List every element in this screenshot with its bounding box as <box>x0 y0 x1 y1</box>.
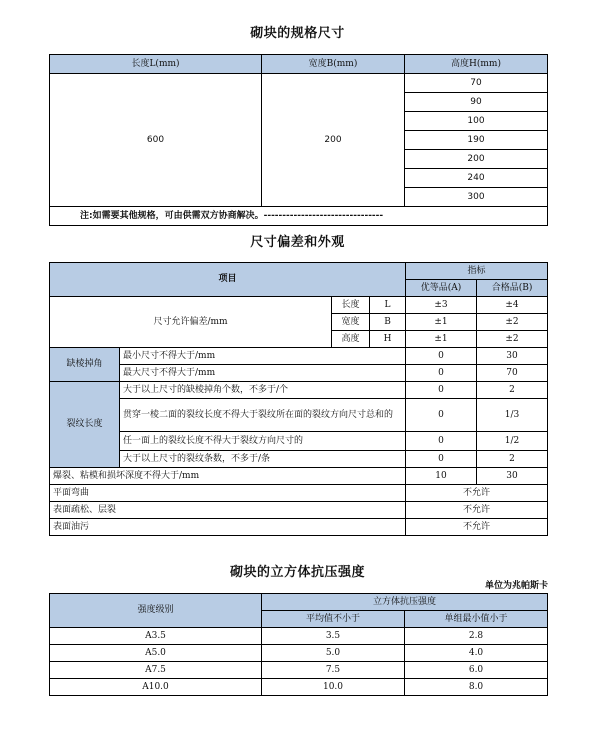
other-desc: 表面油污 <box>50 519 406 536</box>
spec-table <box>49 54 548 226</box>
tol-grade-a: ±1 <box>406 314 477 331</box>
tol-name: 长度 <box>332 297 370 314</box>
header-item: 项目 <box>50 263 406 297</box>
height-value: 200 <box>405 150 548 169</box>
crack-grade-a: 0 <box>406 399 477 432</box>
corner-desc: 最小尺寸不得大于/mm <box>120 348 406 365</box>
corner-grade-a: 0 <box>406 348 477 365</box>
header-width: 宽度B(mm) <box>262 55 405 74</box>
height-value: 300 <box>405 188 548 207</box>
other-value: 不允许 <box>406 519 548 536</box>
strength-avg: 3.5 <box>262 628 405 645</box>
other-value: 不允许 <box>406 485 548 502</box>
spec-title: 砌块的规格尺寸 <box>250 26 345 41</box>
other-desc: 表面疏松、层裂 <box>50 502 406 519</box>
tol-grade-b: ±2 <box>477 314 548 331</box>
crack-label: 裂纹长度 <box>50 382 120 468</box>
strength-title: 砌块的立方体抗压强度 <box>229 565 365 580</box>
burst-grade-b: 30 <box>477 468 548 485</box>
corner-desc: 大于以上尺寸的缺棱掉角个数，不多于/个 <box>120 382 406 399</box>
corner-grade-a: 0 <box>406 365 477 382</box>
strength-avg: 7.5 <box>262 662 405 679</box>
deviation-table <box>49 262 548 536</box>
spec-note: 注:如需要其他规格，可由供需双方协商解决。-------------------------------- <box>50 207 548 226</box>
tol-name: 宽度 <box>332 314 370 331</box>
height-value: 90 <box>405 93 548 112</box>
burst-grade-a: 10 <box>406 468 477 485</box>
height-value: 70 <box>405 74 548 93</box>
height-value: 100 <box>405 112 548 131</box>
crack-desc: 贯穿一棱二面的裂纹长度不得大于裂纹所在面的裂纹方向尺寸总和的 <box>120 399 406 432</box>
length-value: 600 <box>50 74 262 207</box>
strength-unit: 单位为兆帕斯卡 <box>484 581 548 591</box>
crack-grade-b: 1/3 <box>477 399 548 432</box>
corner-grade-a: 0 <box>406 382 477 399</box>
corner-label: 缺棱掉角 <box>50 348 120 382</box>
crack-grade-a: 0 <box>406 451 477 468</box>
tol-grade-b: ±2 <box>477 331 548 348</box>
header-grade-a: 优等品(A) <box>406 280 477 297</box>
deviation-title: 尺寸偏差和外观 <box>250 235 345 250</box>
strength-min: 6.0 <box>405 662 548 679</box>
header-length: 长度L(mm) <box>50 55 262 74</box>
corner-grade-b: 30 <box>477 348 548 365</box>
burst-desc: 爆裂、粘模和损坏深度不得大于/mm <box>50 468 406 485</box>
other-desc: 平面弯曲 <box>50 485 406 502</box>
crack-grade-b: 1/2 <box>477 432 548 451</box>
crack-grade-a: 0 <box>406 432 477 451</box>
width-value: 200 <box>262 74 405 207</box>
strength-avg: 10.0 <box>262 679 405 696</box>
header-avg: 平均值不小于 <box>262 611 405 628</box>
crack-desc: 大于以上尺寸的裂纹条数，不多于/条 <box>120 451 406 468</box>
crack-grade-b: 2 <box>477 451 548 468</box>
tol-grade-b: ±4 <box>477 297 548 314</box>
tol-grade-a: ±1 <box>406 331 477 348</box>
strength-min: 8.0 <box>405 679 548 696</box>
tol-name: 高度 <box>332 331 370 348</box>
tol-grade-a: ±3 <box>406 297 477 314</box>
strength-grade: A10.0 <box>50 679 262 696</box>
header-strength: 立方体抗压强度 <box>262 594 548 611</box>
corner-grade-b: 70 <box>477 365 548 382</box>
tolerance-label: 尺寸允许偏差/mm <box>50 297 332 348</box>
crack-desc: 任一面上的裂纹长度不得大于裂纹方向尺寸的 <box>120 432 406 451</box>
strength-min: 4.0 <box>405 645 548 662</box>
strength-min: 2.8 <box>405 628 548 645</box>
strength-grade: A7.5 <box>50 662 262 679</box>
strength-grade: A3.5 <box>50 628 262 645</box>
header-index: 指标 <box>406 263 548 280</box>
header-grade-b: 合格品(B) <box>477 280 548 297</box>
header-min: 单组最小值小于 <box>405 611 548 628</box>
corner-grade-b: 2 <box>477 382 548 399</box>
height-value: 240 <box>405 169 548 188</box>
height-value: 190 <box>405 131 548 150</box>
header-grade: 强度级别 <box>50 594 262 628</box>
corner-desc: 最大尺寸不得大于/mm <box>120 365 406 382</box>
tol-symbol: H <box>370 331 406 348</box>
header-height: 高度H(mm) <box>405 55 548 74</box>
strength-table <box>49 593 548 696</box>
other-value: 不允许 <box>406 502 548 519</box>
tol-symbol: B <box>370 314 406 331</box>
strength-grade: A5.0 <box>50 645 262 662</box>
strength-avg: 5.0 <box>262 645 405 662</box>
tol-symbol: L <box>370 297 406 314</box>
